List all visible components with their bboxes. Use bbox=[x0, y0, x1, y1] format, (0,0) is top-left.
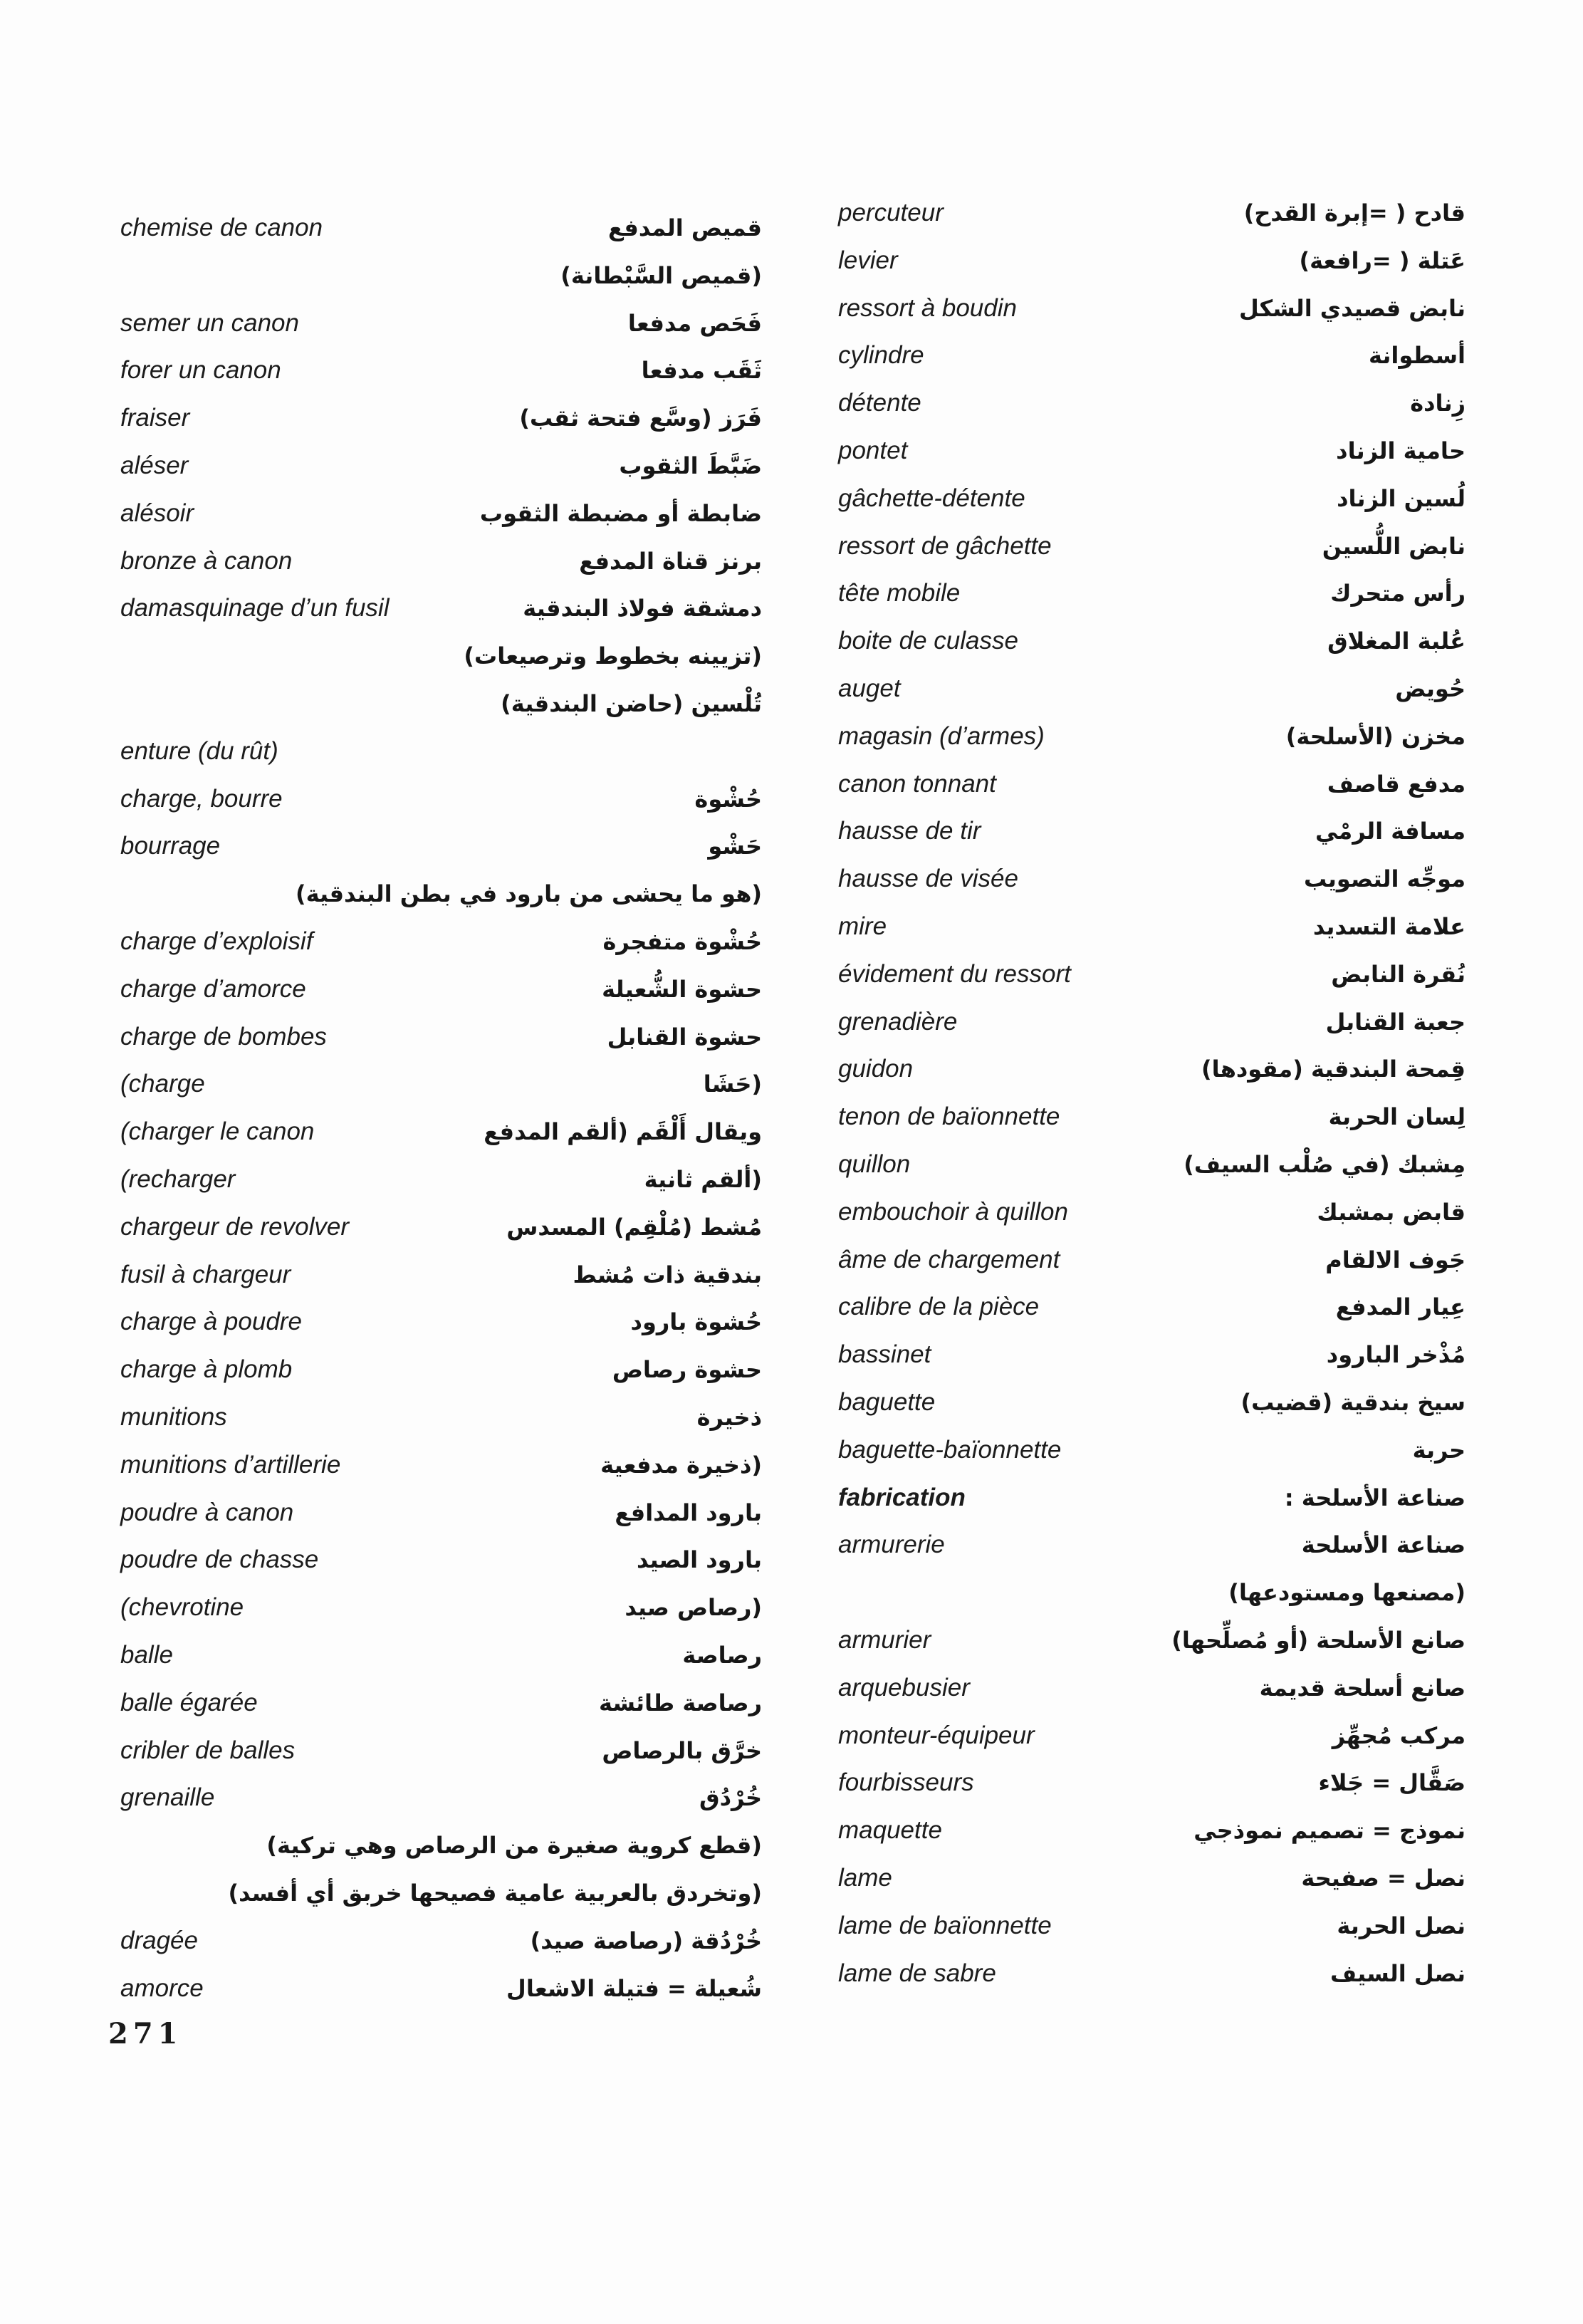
arabic-term: رصاصة طائشة bbox=[599, 1689, 762, 1716]
entry-row bbox=[120, 1687, 762, 1719]
french-term: armurerie bbox=[838, 1531, 945, 1559]
arabic-term: قِمحة البندقية (مقودها) bbox=[1201, 1056, 1466, 1083]
entry-row bbox=[120, 1021, 762, 1053]
arabic-term: دمشقة فولاذ البندقية bbox=[523, 595, 762, 622]
arabic-term: ضَبَّطَ الثقوب bbox=[619, 452, 762, 479]
arabic-term: ثَقَب مدفعا bbox=[641, 357, 762, 385]
french-term: ressort de gâchette bbox=[838, 531, 1052, 560]
french-term: baguette bbox=[838, 1388, 936, 1416]
entry-row bbox=[120, 1353, 762, 1386]
arabic-term: حُشْوة متفجرة bbox=[602, 928, 762, 955]
french-term: cribler de balles bbox=[120, 1736, 296, 1764]
entry-row bbox=[838, 1624, 1466, 1657]
entry-row bbox=[120, 973, 762, 1006]
french-term: mire bbox=[838, 912, 887, 940]
arabic-term: نموذج = تصميم نموذجي bbox=[1193, 1817, 1466, 1845]
french-term: auget bbox=[838, 674, 901, 702]
entry-row bbox=[838, 1576, 1466, 1609]
entry-row bbox=[838, 197, 1466, 229]
entry-row bbox=[838, 720, 1466, 753]
arabic-term: عُلبة المغلاق bbox=[1327, 627, 1466, 655]
entry-row bbox=[120, 212, 762, 244]
entry-row bbox=[838, 815, 1466, 848]
entry-row bbox=[838, 625, 1466, 657]
entry-row bbox=[120, 1781, 762, 1814]
entry-row bbox=[120, 783, 762, 816]
french-term: dragée bbox=[120, 1926, 198, 1954]
french-term: boite de culasse bbox=[838, 627, 1018, 655]
french-term: évidement du ressort bbox=[838, 959, 1071, 988]
arabic-term: (حَشَا bbox=[703, 1070, 762, 1098]
entry-row bbox=[120, 545, 762, 578]
arabic-term: حشوة رصاص bbox=[612, 1356, 762, 1384]
entry-row bbox=[120, 1068, 762, 1100]
entry-row bbox=[838, 672, 1466, 705]
entry-row bbox=[838, 1244, 1466, 1276]
entry-row bbox=[120, 830, 762, 863]
arabic-term: صانع أسلحة قديمة bbox=[1259, 1674, 1466, 1702]
entry-row bbox=[838, 1338, 1466, 1371]
entry-row bbox=[838, 1672, 1466, 1704]
entry-row bbox=[838, 910, 1466, 943]
arabic-term: عَتلة ( =رافعة) bbox=[1299, 246, 1466, 274]
entry-row bbox=[120, 1259, 762, 1291]
entry-row bbox=[120, 1211, 762, 1244]
entry-row bbox=[838, 434, 1466, 467]
arabic-term: مُذْخر البارود bbox=[1326, 1341, 1466, 1369]
french-term: détente bbox=[838, 389, 921, 417]
arabic-term: زِنادة bbox=[1410, 390, 1466, 417]
page-number: 271 bbox=[108, 2017, 183, 2051]
arabic-term: موجِّه التصويب bbox=[1303, 865, 1466, 893]
arabic-term: أسطوانة bbox=[1368, 342, 1466, 370]
french-term: grenaille bbox=[120, 1783, 215, 1812]
entry-row bbox=[838, 863, 1466, 895]
french-term: (charge bbox=[120, 1070, 205, 1098]
entry-row bbox=[120, 307, 762, 340]
entry-row bbox=[838, 244, 1466, 277]
french-term: tête mobile bbox=[838, 579, 961, 608]
arabic-term: مخزن (الأسلحة) bbox=[1285, 722, 1466, 750]
entry-row bbox=[838, 1766, 1466, 1799]
arabic-term: رأس متحرك bbox=[1330, 580, 1466, 608]
arabic-term: نابض اللُّسين bbox=[1322, 532, 1466, 560]
entry-row bbox=[120, 1877, 762, 1909]
french-term: cylindre bbox=[838, 341, 924, 370]
entry-row bbox=[838, 1148, 1466, 1181]
french-term: grenadière bbox=[838, 1007, 958, 1036]
french-term: arquebusier bbox=[838, 1673, 970, 1702]
french-term: charge d’exploisif bbox=[120, 927, 313, 955]
french-term: chargeur de revolver bbox=[120, 1212, 349, 1241]
entry-row bbox=[120, 497, 762, 530]
french-term: munitions bbox=[120, 1403, 227, 1431]
arabic-term: صناعة الأسلحة bbox=[1301, 1531, 1466, 1559]
french-term: (recharger bbox=[120, 1165, 236, 1193]
arabic-term: خُرْدُق bbox=[699, 1784, 762, 1812]
entry-row bbox=[120, 1829, 762, 1862]
arabic-term: مسافة الرمْي bbox=[1315, 818, 1466, 845]
arabic-term: حُويض bbox=[1395, 675, 1466, 702]
arabic-term: (وتخردق بالعربية عامية فصيحها خربق أي أفسد) bbox=[228, 1880, 762, 1907]
arabic-term: مِشبك (في صُلْب السيف) bbox=[1184, 1151, 1466, 1178]
arabic-term: حَشْو bbox=[708, 833, 762, 860]
french-term: pontet bbox=[838, 437, 908, 464]
french-term: quillon bbox=[838, 1150, 911, 1178]
french-term: bourrage bbox=[120, 832, 221, 860]
arabic-term: علامة التسديد bbox=[1312, 913, 1466, 940]
french-term: (charger le canon bbox=[120, 1117, 315, 1146]
arabic-term: قابض بمشبك bbox=[1317, 1198, 1466, 1226]
entry-row bbox=[120, 259, 762, 292]
arabic-term: (تزيينه بخطوط وترصيعات) bbox=[464, 642, 762, 670]
arabic-term: ويقال أَلْقَم (ألقم المدفع bbox=[484, 1118, 762, 1146]
entry-row bbox=[120, 1496, 762, 1529]
entry-row bbox=[838, 1386, 1466, 1419]
entry-row bbox=[120, 1449, 762, 1481]
entry-row bbox=[838, 1528, 1466, 1561]
arabic-term: حُشوة بارود bbox=[630, 1308, 762, 1336]
entry-row bbox=[838, 1053, 1466, 1085]
entry-row bbox=[838, 768, 1466, 801]
arabic-term: لُسين الزناد bbox=[1337, 484, 1466, 512]
entry-row bbox=[120, 402, 762, 434]
french-term: balle égarée bbox=[120, 1688, 258, 1716]
arabic-term: حربة bbox=[1412, 1436, 1466, 1464]
arabic-term: نصل السيف bbox=[1330, 1959, 1466, 1987]
arabic-term: سيخ بندقية (قضيب) bbox=[1240, 1389, 1466, 1416]
french-term: semer un canon bbox=[120, 308, 299, 337]
arabic-term: تُلْسين (حاضن البندقية) bbox=[501, 690, 762, 717]
french-term: maquette bbox=[838, 1816, 942, 1845]
arabic-term: عِيار المدفع bbox=[1335, 1293, 1466, 1321]
entry-row bbox=[120, 1401, 762, 1434]
arabic-term: صَقَّال = جَلاء bbox=[1318, 1769, 1466, 1797]
arabic-term: خرَّق بالرصاص bbox=[602, 1736, 762, 1764]
arabic-term: (قطع كروية صغيرة من الرصاص وهي تركية) bbox=[266, 1832, 762, 1860]
french-term: fabrication bbox=[838, 1483, 966, 1511]
arabic-term: نصل = صفيحة bbox=[1301, 1865, 1466, 1892]
arabic-term: جعبة القنابل bbox=[1325, 1008, 1466, 1036]
arabic-term: حامية الزناد bbox=[1336, 437, 1466, 464]
arabic-term: برنز قناة المدفع bbox=[579, 547, 762, 575]
french-term: ressort à boudin bbox=[838, 293, 1017, 322]
french-term: fraiser bbox=[120, 404, 190, 432]
french-term: enture (du rût) bbox=[120, 736, 278, 765]
french-term: charge, bourre bbox=[120, 784, 283, 813]
entry-row bbox=[120, 1924, 762, 1957]
french-term: poudre de chasse bbox=[120, 1546, 319, 1574]
arabic-term: قميص المدفع bbox=[608, 214, 762, 241]
arabic-term: (قميص السَّبْطانة) bbox=[560, 261, 762, 289]
entry-row bbox=[120, 1163, 762, 1196]
arabic-term: ذخيرة bbox=[696, 1404, 762, 1431]
french-term: charge à plomb bbox=[120, 1355, 293, 1384]
arabic-term: نابض قصيدي الشكل bbox=[1238, 294, 1466, 322]
entry-row bbox=[838, 1719, 1466, 1752]
french-term: embouchoir à quillon bbox=[838, 1197, 1068, 1226]
french-term: charge d’amorce bbox=[120, 974, 306, 1003]
arabic-term: حشوة الشُّعيلة bbox=[602, 975, 762, 1003]
entry-row bbox=[120, 1543, 762, 1576]
arabic-term: مدفع قاصف bbox=[1327, 770, 1466, 798]
arabic-term: (ذخيرة مدفعية bbox=[600, 1451, 762, 1479]
right-column bbox=[838, 197, 1466, 2020]
arabic-term: بندقية ذات مُشط bbox=[573, 1261, 762, 1288]
entry-row bbox=[120, 925, 762, 958]
entry-row bbox=[120, 354, 762, 387]
arabic-term: (مصنعها ومستودعها) bbox=[1228, 1579, 1466, 1607]
arabic-term: فَحَص مدفعا bbox=[627, 309, 762, 337]
french-term: armurier bbox=[838, 1626, 931, 1654]
entry-row bbox=[838, 958, 1466, 991]
entry-row bbox=[120, 1972, 762, 2005]
arabic-term: نُقرة النابض bbox=[1331, 960, 1466, 988]
french-term: bronze à canon bbox=[120, 546, 293, 575]
entry-row bbox=[838, 1862, 1466, 1895]
french-term: hausse de visée bbox=[838, 865, 1018, 893]
french-term: balle bbox=[120, 1641, 173, 1669]
entry-row bbox=[838, 1291, 1466, 1323]
french-term: amorce bbox=[120, 1974, 204, 2002]
entry-row bbox=[838, 292, 1466, 325]
french-term: guidon bbox=[838, 1055, 914, 1083]
french-term: tenon de baïonnette bbox=[838, 1103, 1060, 1131]
arabic-term: مركب مُجهِّز bbox=[1332, 1721, 1466, 1749]
entry-row bbox=[120, 735, 762, 768]
french-term: lame de baïonnette bbox=[838, 1911, 1052, 1939]
french-term: lame bbox=[838, 1864, 892, 1892]
arabic-term: لِسان الحربة bbox=[1328, 1103, 1466, 1131]
arabic-term: خُرْدُقة (رصاصة صيد) bbox=[530, 1927, 762, 1954]
french-term: fusil à chargeur bbox=[120, 1260, 291, 1288]
entry-row bbox=[838, 1006, 1466, 1038]
left-column bbox=[120, 212, 762, 2035]
french-term: damasquinage d’un fusil bbox=[120, 594, 390, 622]
french-term: (chevrotine bbox=[120, 1593, 244, 1622]
arabic-term: ضابطة أو مضبطة الثقوب bbox=[479, 499, 762, 527]
entry-row bbox=[120, 1591, 762, 1624]
entry-row bbox=[838, 577, 1466, 610]
entry-row bbox=[120, 592, 762, 625]
entry-row bbox=[838, 339, 1466, 372]
entry-row bbox=[838, 1814, 1466, 1847]
arabic-term: (هو ما يحشى من بارود في بطن البندقية) bbox=[295, 880, 762, 908]
entry-row bbox=[120, 687, 762, 720]
french-term: fourbisseurs bbox=[838, 1768, 974, 1797]
arabic-term: (رصاص صيد bbox=[625, 1594, 762, 1622]
french-term: calibre de la pièce bbox=[838, 1293, 1040, 1321]
entry-row bbox=[120, 877, 762, 910]
arabic-term: صناعة الأسلحة : bbox=[1284, 1484, 1466, 1511]
entry-row bbox=[838, 1434, 1466, 1466]
french-term: charge de bombes bbox=[120, 1022, 327, 1051]
french-term: canon tonnant bbox=[838, 769, 996, 798]
french-term: chemise de canon bbox=[120, 214, 323, 241]
french-term: baguette-baïonnette bbox=[838, 1435, 1062, 1464]
french-term: forer un canon bbox=[120, 356, 281, 385]
entry-row bbox=[838, 1481, 1466, 1514]
entry-row bbox=[838, 1100, 1466, 1133]
entry-row bbox=[120, 1306, 762, 1338]
french-term: alésoir bbox=[120, 499, 194, 527]
arabic-term: شُعيلة = فتيلة الاشعال bbox=[506, 1974, 762, 2002]
entry-row bbox=[838, 530, 1466, 563]
french-term: âme de chargement bbox=[838, 1245, 1060, 1273]
arabic-term: (ألقم ثانية bbox=[644, 1166, 762, 1193]
french-term: poudre à canon bbox=[120, 1498, 294, 1526]
french-term: hausse de tir bbox=[838, 817, 981, 845]
french-term: percuteur bbox=[838, 199, 944, 226]
entry-row bbox=[120, 1115, 762, 1148]
arabic-term: نصل الحربة bbox=[1337, 1912, 1466, 1939]
entry-row bbox=[838, 1957, 1466, 1990]
french-term: charge à poudre bbox=[120, 1308, 302, 1336]
entry-row bbox=[838, 1909, 1466, 1942]
arabic-term: جَوف الالقام bbox=[1325, 1246, 1466, 1273]
entry-row bbox=[120, 449, 762, 482]
entry-row bbox=[120, 1639, 762, 1672]
arabic-term: حُشْوة bbox=[694, 785, 762, 813]
arabic-term: رصاصة bbox=[682, 1642, 762, 1669]
arabic-term: فَرَز (وسَّع فتحة ثقب) bbox=[519, 405, 762, 432]
french-term: munitions d’artillerie bbox=[120, 1450, 341, 1479]
arabic-term: بارود الصيد bbox=[637, 1546, 762, 1574]
arabic-term: قادح ( =إبرة القدح) bbox=[1243, 199, 1466, 226]
arabic-term: صانع الأسلحة (أو مُصلِّحها) bbox=[1171, 1627, 1466, 1654]
french-term: bassinet bbox=[838, 1340, 931, 1369]
french-term: magasin (d’armes) bbox=[838, 721, 1045, 750]
arabic-term: مُشط (مُلْقِم) المسدس bbox=[506, 1213, 762, 1241]
french-term: levier bbox=[838, 246, 898, 274]
french-term: monteur-équipeur bbox=[838, 1721, 1035, 1749]
french-term: gâchette-détente bbox=[838, 484, 1025, 512]
arabic-term: حشوة القنابل bbox=[607, 1023, 762, 1051]
entry-row bbox=[838, 387, 1466, 420]
french-term: lame de sabre bbox=[838, 1959, 996, 1987]
arabic-term: بارود المدافع bbox=[615, 1499, 762, 1526]
entry-row bbox=[838, 1196, 1466, 1229]
entry-row bbox=[120, 1734, 762, 1767]
french-term: aléser bbox=[120, 452, 189, 479]
entry-row bbox=[120, 640, 762, 672]
entry-row bbox=[838, 482, 1466, 515]
